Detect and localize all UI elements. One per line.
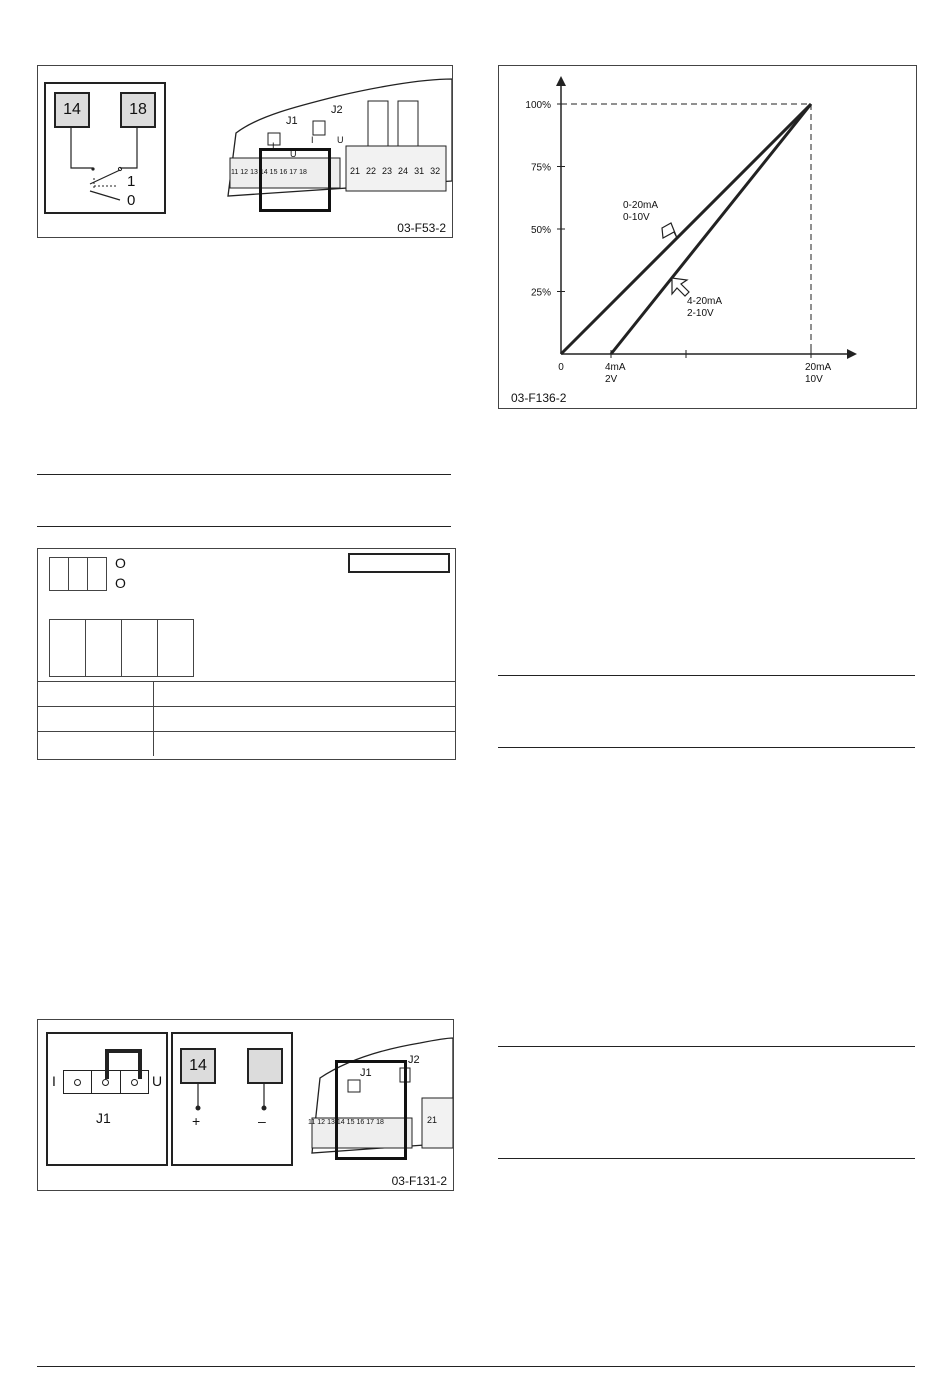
section-rule xyxy=(37,526,451,527)
series-label: 0-10V xyxy=(623,212,650,223)
relay-switch-symbol xyxy=(38,66,168,236)
board-terminal: 12 xyxy=(240,169,249,176)
board-jumper-j2: J2 xyxy=(408,1054,420,1066)
section-rule xyxy=(498,1046,915,1047)
board-jumper-j2-i: I xyxy=(311,135,314,145)
board-terminal: 14 xyxy=(259,169,268,176)
section-rule xyxy=(498,747,915,748)
figure-relay xyxy=(37,65,453,238)
board-jumper-j1-i: I xyxy=(272,141,275,151)
figure-code: 03-F136-2 xyxy=(511,391,567,405)
relay-terminal: 21 xyxy=(350,166,361,176)
board-jumper-j1-u: U xyxy=(290,149,297,159)
plus-sign: + xyxy=(192,1113,201,1129)
section-rule xyxy=(498,675,915,676)
terminal-14: 14 xyxy=(180,1048,216,1084)
display-4-digit xyxy=(49,619,194,677)
y-tick-label: 100% xyxy=(525,100,551,111)
highlight-frame xyxy=(335,1060,407,1160)
display-3-digit xyxy=(49,557,107,591)
x-tick-label: 20mA xyxy=(805,362,832,373)
relay-terminal: 24 xyxy=(398,166,409,176)
state-0-label: 0 xyxy=(127,192,136,209)
series-label: 4-20mA xyxy=(687,296,723,307)
board-terminal: 18 xyxy=(376,1119,384,1126)
y-axis-arrow xyxy=(556,76,566,86)
indicator-1: O xyxy=(115,555,126,571)
minus-sign: – xyxy=(258,1113,266,1129)
board-terminal: 15 xyxy=(346,1119,355,1126)
figure-chart xyxy=(498,65,917,409)
terminal-leads xyxy=(38,1020,298,1180)
jumper-pin-u: U xyxy=(152,1073,163,1089)
board-terminal: 13 xyxy=(250,169,258,176)
figure-code: 03-F131-2 xyxy=(391,1174,447,1188)
series-line xyxy=(561,104,811,354)
board-jumper-j1: J1 xyxy=(286,115,298,127)
terminal-14: 14 xyxy=(54,92,90,128)
footer-rule xyxy=(37,1366,915,1367)
parameter-table xyxy=(38,681,455,756)
board-jumper-j2-u: U xyxy=(337,135,344,145)
board-terminal: 16 xyxy=(279,169,288,176)
x-axis-arrow xyxy=(847,349,857,359)
x-tick-label: 2V xyxy=(605,374,618,385)
board-terminal: 16 xyxy=(356,1119,365,1126)
x-tick-label: 4mA xyxy=(605,362,626,373)
board-terminal: 12 xyxy=(317,1119,326,1126)
figure-code: 03-F53-2 xyxy=(397,221,446,235)
relay-terminal: 31 xyxy=(414,166,425,176)
board-terminal: 17 xyxy=(366,1119,375,1126)
series-pointer-arrow xyxy=(672,278,689,296)
board-terminal: 14 xyxy=(336,1119,345,1126)
x-origin-label: 0 xyxy=(558,362,564,373)
table-row xyxy=(38,707,455,732)
board-jumper-j2: J2 xyxy=(331,104,343,116)
section-rule xyxy=(37,474,451,475)
terminal-18: 18 xyxy=(120,92,156,128)
board-terminal: 13 xyxy=(327,1119,335,1126)
board-terminal: 11 xyxy=(231,169,239,176)
board-terminal: 18 xyxy=(299,169,307,176)
table-row xyxy=(38,732,455,757)
y-tick-label: 75% xyxy=(530,162,551,174)
state-1-label: 1 xyxy=(127,173,136,190)
x-tick-label: 10V xyxy=(805,374,823,385)
signal-chart xyxy=(499,66,916,408)
section-rule xyxy=(498,1158,915,1159)
relay-terminal: 21 xyxy=(427,1115,438,1125)
series-label: 2-10V xyxy=(687,308,714,319)
relay-terminal: 23 xyxy=(382,166,393,176)
board-terminal: 15 xyxy=(269,169,278,176)
highlight-frame xyxy=(259,148,331,212)
jumper-pin-i: I xyxy=(52,1073,56,1089)
relay-terminal-strip xyxy=(350,166,440,176)
y-tick-label: 50% xyxy=(530,225,551,236)
board-terminal: 11 xyxy=(308,1119,316,1126)
jumper-name: J1 xyxy=(96,1110,111,1126)
series-pointer-arrow xyxy=(662,223,677,238)
board-terminal: 17 xyxy=(289,169,298,176)
relay-terminal: 22 xyxy=(366,166,377,176)
board-jumper-j1: J1 xyxy=(360,1067,372,1079)
figure-parameter-panel xyxy=(37,548,456,760)
y-tick-label: 25% xyxy=(530,287,551,299)
value-box xyxy=(348,553,450,573)
indicator-2: O xyxy=(115,575,126,591)
relay-terminal: 32 xyxy=(430,166,441,176)
table-row xyxy=(38,682,455,707)
control-board-drawing xyxy=(218,71,452,221)
series-label: 0-20mA xyxy=(623,200,659,211)
figure-jumper xyxy=(37,1019,454,1191)
